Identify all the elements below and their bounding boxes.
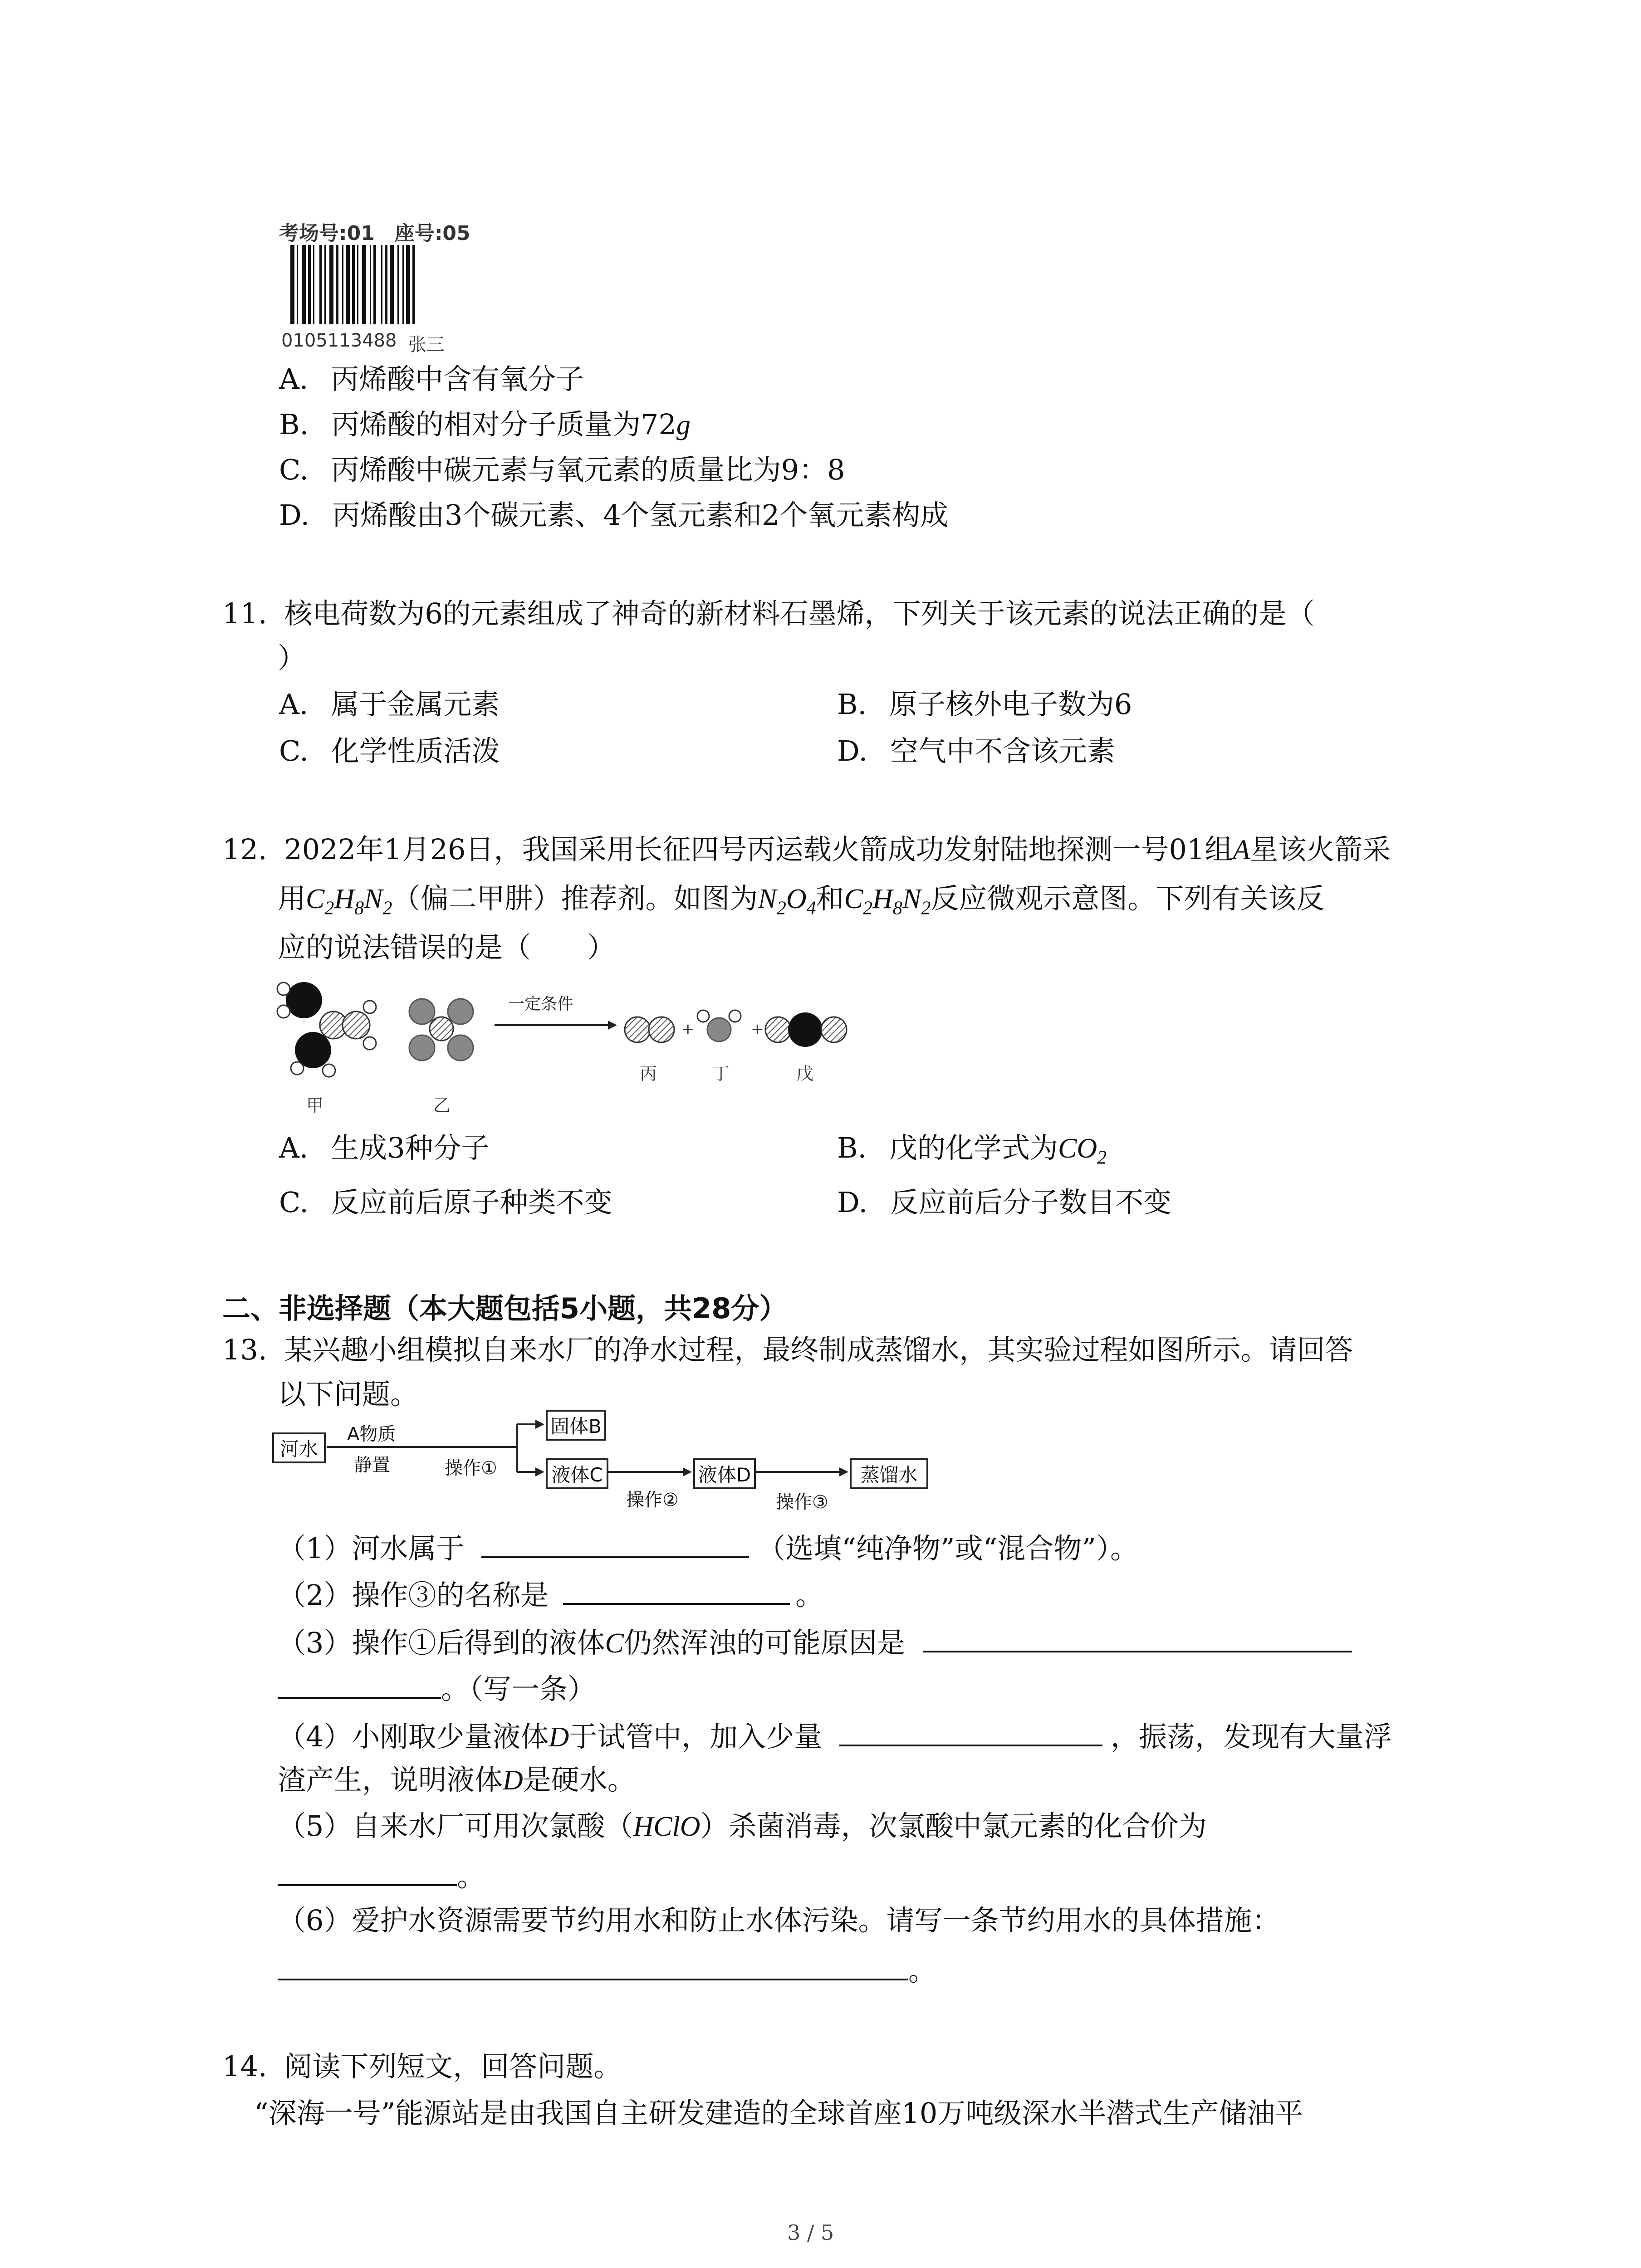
reaction-diagram [268,975,871,1125]
question-number: 13. [222,1333,267,1366]
option-text: 化学性质活泼 [331,734,500,767]
q10-option-c[interactable] [279,453,845,486]
option-label: A. [279,688,309,721]
option-label: C. [279,1186,309,1219]
section-title: 二、非选择题（本大题包括5小题，共28分） [222,1292,788,1325]
formula-c2h8n2-2: $C_2H_8N_2$ [844,884,931,919]
option-text: 反应前后原子种类不变 [331,1186,612,1219]
barcode-number: 0105113488 [281,330,397,351]
plus-2: + [751,1020,764,1038]
question-text: 核电荷数为6的元素组成了神奇的新材料石墨烯，下列关于该元素的说法正确的是（ [284,597,1315,630]
sub5-text2: ）杀菌消毒，次氯酸中氯元素的化合价为 [700,1809,1207,1843]
q10-option-a[interactable] [279,362,584,396]
q12-option-a[interactable] [279,1131,490,1164]
q11-option-c[interactable] [279,734,500,767]
q13-sub6-line2 [278,1953,936,1985]
text-tail: 反应微观示意图。下列有关该反 [931,882,1325,915]
question-number: 11. [222,597,267,630]
question-text: 2022年1月26日，我国采用长征四号丙运载火箭成功发射陆地探测一号01组 [284,833,1233,866]
molecule-jia [277,982,376,1077]
flow-label-op2: 操作② [626,1490,679,1510]
box-solid-b: 固体B [546,1410,606,1441]
sub2-text: （2）操作③的名称是 [278,1579,549,1612]
option-text: 丙烯酸由3个碳元素、4个氢元素和2个氧元素构成 [332,499,949,532]
question-text: 某兴趣小组模拟自来水厂的净水过程，最终制成蒸馏水，其实验过程如图所示。请回答 [284,1333,1353,1366]
page-number: 3 / 5 [787,2220,834,2245]
italic-a: A [1233,835,1250,865]
barcode [290,245,463,324]
q13-sub1 [278,1531,1138,1563]
question-number: 14. [222,2050,267,2083]
molecule-wu [765,1012,847,1047]
flow-label-settle: 静置 [354,1455,390,1476]
box-liquid-d: 液体D [693,1458,756,1489]
q11-stem [222,597,1315,630]
answer-blank-4[interactable] [839,1719,1102,1746]
sub4-text: （4）小刚取少量液体 [278,1720,549,1753]
q12-stem-line3: 应的说法错误的是（ ） [278,931,616,964]
italic-d: D [549,1722,569,1753]
formula-co2: $CO_2$ [1058,1133,1107,1168]
q13-stem-line1 [222,1333,1353,1366]
option-label: B. [279,408,309,441]
question-text-tail: 星该火箭采 [1250,833,1391,866]
label-wu: 戊 [796,1064,814,1084]
answer-blank-3[interactable] [923,1625,1352,1652]
sub5-end: 。 [457,1860,485,1893]
option-text: 丙烯酸中碳元素与氧元素的质量比为9：8 [331,453,845,486]
q11-option-b[interactable] [837,690,1132,719]
sub1-text: （1）河水属于 [278,1532,465,1565]
q10-option-b[interactable] [279,408,691,441]
sub4-text2: 于试管中，加入少量 [569,1720,823,1753]
answer-blank-3b[interactable] [278,1672,441,1699]
q12-stem-line1 [222,833,1391,866]
option-label: D. [279,499,310,532]
purification-flow [272,1415,930,1520]
q13-sub2 [278,1578,824,1612]
box-distilled: 蒸馏水 [850,1458,928,1489]
formula-c2h8n2: $C_2H_8N_2$ [306,884,392,919]
option-label: D. [837,1186,868,1219]
q13-sub3-line2 [278,1672,596,1706]
sub4-line2: 渣产生，说明液体 [278,1763,503,1796]
question-number: 12. [222,833,267,866]
q13-sub4 [278,1719,1392,1751]
flow-label-op1: 操作① [445,1458,497,1479]
q13-sub6: （6）爱护水资源需要节约用水和防止水体污染。请写一条节约用水的具体措施： [278,1904,1280,1937]
box-river: 河水 [272,1432,326,1463]
plus-1: + [681,1020,695,1038]
exam-info: 考场号:01 座号:05 [279,222,470,245]
answer-blank-5[interactable] [278,1859,457,1886]
sub3-text: （3）操作①后得到的液体 [278,1626,605,1659]
sub4-text3: ，振荡，发现有大量浮 [1110,1720,1392,1753]
q13-sub3 [278,1625,1352,1657]
text-mid1: （偏二甲肼）推荐剂。如图为 [392,882,758,915]
q11-option-d[interactable] [837,734,1115,767]
option-text: 原子核外电子数为6 [889,688,1132,721]
option-label: A. [279,1131,309,1164]
option-label: A. [279,362,309,396]
sub5-text: （5）自来水厂可用次氯酸（ [278,1809,633,1843]
q13-sub5 [278,1809,1207,1843]
molecule-ding [697,1010,741,1041]
option-label: D. [837,734,868,767]
answer-blank-2[interactable] [563,1578,790,1605]
italic-c: C [605,1628,624,1659]
option-label: B. [837,1131,867,1164]
q12-stem-line2 [278,882,1325,919]
flow-label-a: A物质 [347,1424,396,1445]
option-text: 生成3种分子 [331,1131,490,1164]
sub6-end: 。 [908,1954,937,1987]
sub4-line2-end: 是硬水。 [523,1763,636,1796]
italic-d2: D [503,1765,523,1796]
label-bing: 丙 [640,1064,657,1084]
label-ding: 丁 [712,1064,730,1084]
text-yong: 用 [278,882,306,915]
q12-option-b[interactable] [837,1131,1107,1168]
option-text: 丙烯酸的相对分子质量为72 [331,408,676,441]
q14-stem-line1 [222,2050,622,2083]
student-name: 张三 [408,334,445,355]
q11-option-a[interactable] [279,690,500,719]
option-label: C. [279,453,309,486]
molecule-yi [409,999,473,1061]
q10-option-d[interactable] [279,499,949,532]
sub1-hint: （选填“纯净物”或“混合物”）。 [757,1532,1138,1565]
q13-stem-line2: 以下问题。 [278,1378,419,1411]
label-yi: 乙 [433,1095,451,1115]
sub3-end: 。（写一条） [441,1672,596,1706]
box-liquid-c: 液体C [546,1458,608,1489]
q13-sub4-line2 [278,1763,636,1796]
unit-g: g [676,410,691,440]
sub2-end: 。 [795,1579,824,1612]
question-text: 阅读下列短文，回答问题。 [284,2050,622,2083]
flow-label-op3: 操作③ [776,1492,828,1513]
label-jia: 甲 [306,1095,324,1115]
formula-hclo: HClO [633,1811,700,1842]
arrow-head [608,1021,617,1030]
answer-blank-6[interactable] [278,1953,908,1980]
option-text: 丙烯酸中含有氧分子 [331,362,584,396]
answer-blank-1[interactable] [481,1531,749,1558]
q11-stem-line2: ） [278,641,306,675]
text-he: 和 [816,882,844,915]
formula-n2o4: $N_2O_4$ [758,884,816,919]
option-text: 属于金属元素 [331,688,500,721]
option-text: 反应前后分子数目不变 [890,1186,1171,1219]
option-text: 空气中不含该元素 [890,734,1115,767]
sub3-text2: 仍然浑浊的可能原因是 [623,1626,905,1659]
option-text: 戊的化学式为 [889,1131,1058,1164]
q14-passage-line1: “深海一号”能源站是由我国自主研发建造的全球首座10万吨级深水半潜式生产储油平 [254,2097,1303,2130]
q13-sub5-line2 [278,1859,485,1891]
molecule-bing [625,1017,674,1042]
option-label: B. [837,688,867,721]
condition-label: 一定条件 [508,995,574,1013]
q12-option-c[interactable] [279,1188,612,1217]
option-label: C. [279,734,309,767]
q12-option-d[interactable] [837,1188,1171,1217]
